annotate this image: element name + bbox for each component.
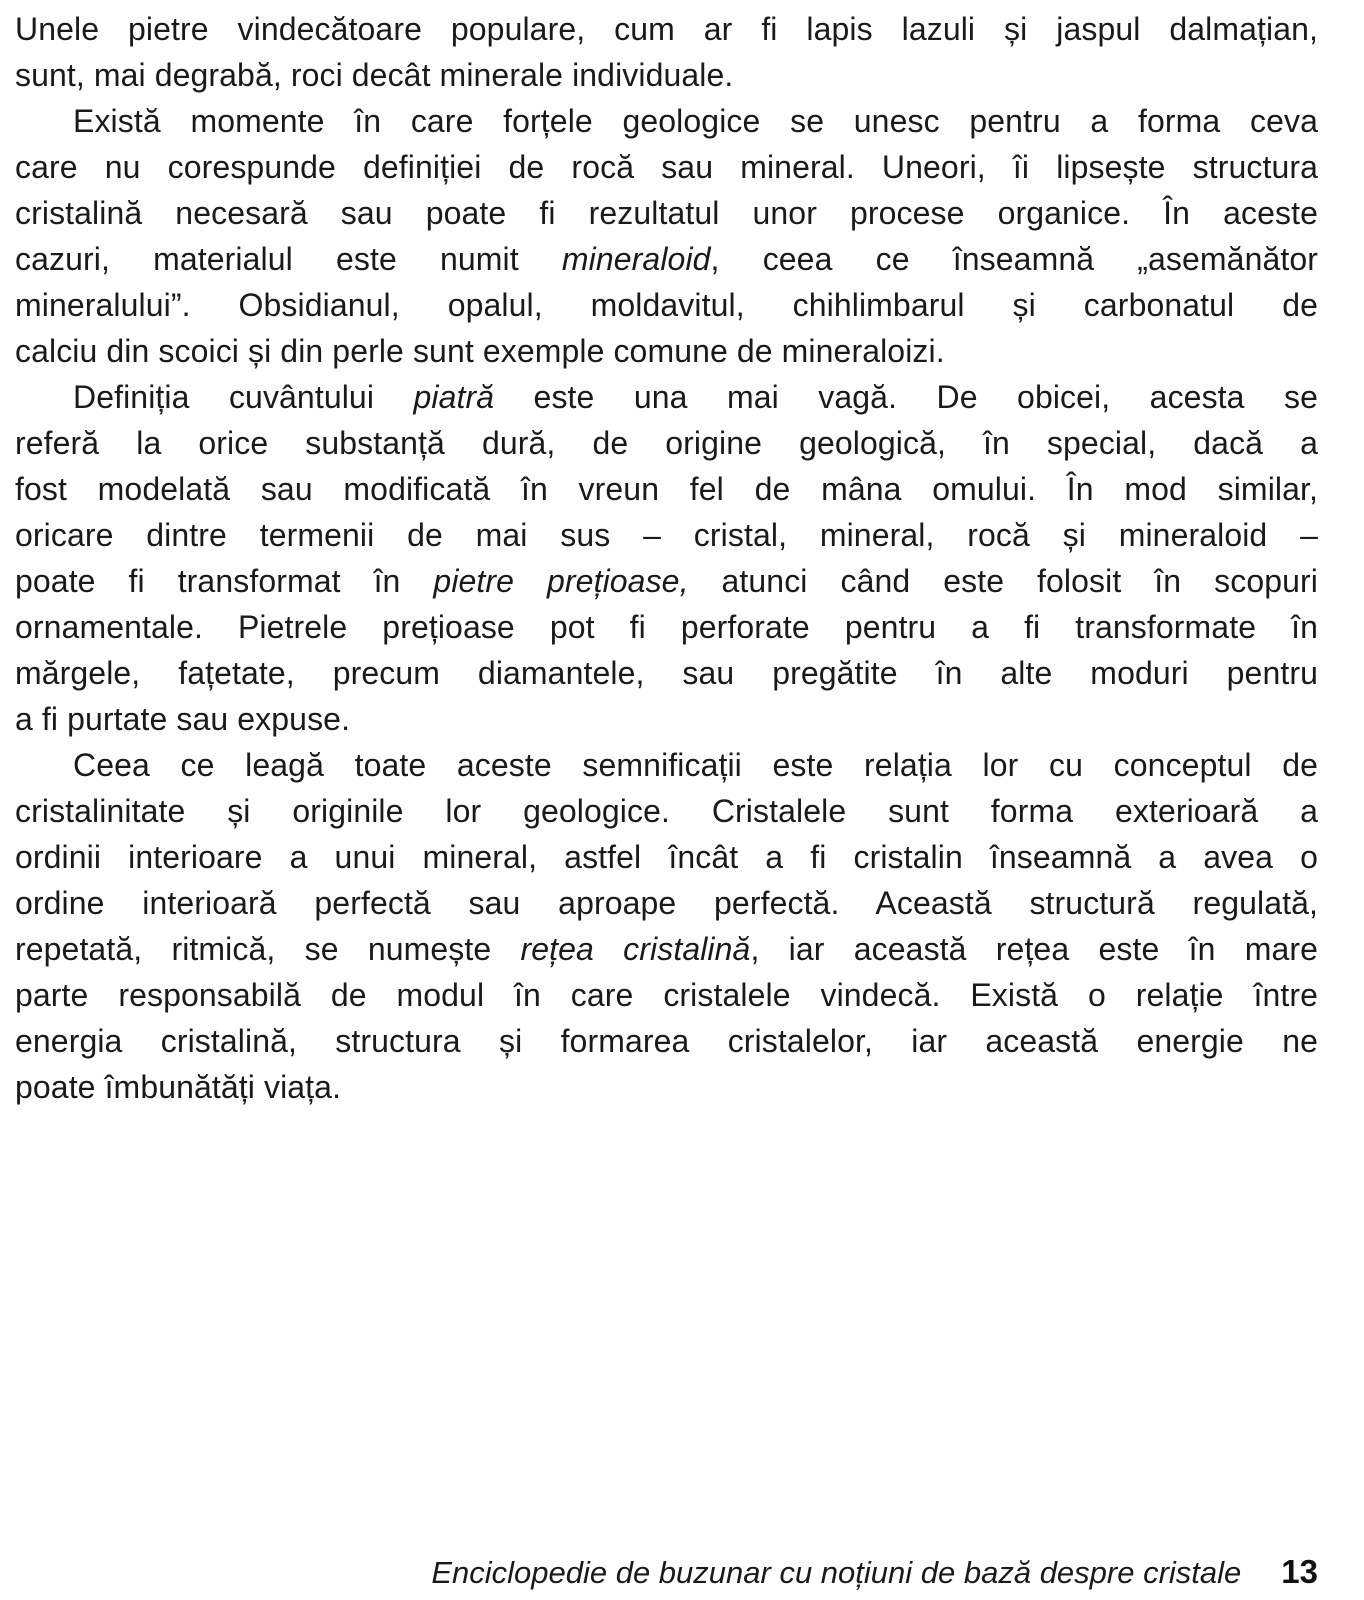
paragraph xyxy=(15,6,1318,98)
text-line xyxy=(15,558,1318,604)
text-run: ordinii interioare a unui mineral, astfel încât a fi cristalin înseamnă a avea o xyxy=(15,839,1318,875)
text-run: este una mai vagă. De obicei, acesta se xyxy=(494,379,1318,415)
italic-term: piatră xyxy=(413,379,495,415)
text-run: atunci când este folosit în scopuri xyxy=(688,563,1318,599)
text-line xyxy=(15,880,1318,926)
page-number: 13 xyxy=(1281,1553,1318,1590)
text-line xyxy=(15,696,1318,742)
text-run: calciu din scoici și din perle sunt exemple comune de mineraloizi. xyxy=(15,333,945,369)
text-line xyxy=(15,834,1318,880)
body-text xyxy=(15,6,1318,1110)
text-line xyxy=(15,512,1318,558)
text-line xyxy=(15,328,1318,374)
text-run: , ceea ce înseamnă „asemănător xyxy=(710,241,1318,277)
paragraph xyxy=(15,742,1318,1110)
text-line xyxy=(15,742,1318,788)
text-line xyxy=(15,6,1318,52)
text-line xyxy=(15,972,1318,1018)
text-run: ordine interioară perfectă sau aproape perfectă. Această structură regulată, xyxy=(15,885,1318,921)
text-line xyxy=(15,420,1318,466)
text-run: cristalină necesară sau poate fi rezultatul unor procese organice. În aceste xyxy=(15,195,1318,231)
text-run: poate fi transformat în xyxy=(15,563,434,599)
text-run: mărgele, fațetate, precum diamantele, sau pregătite în alte moduri pentru xyxy=(15,655,1318,691)
text-run: repetată, ritmică, se numește xyxy=(15,931,521,967)
text-line xyxy=(15,282,1318,328)
text-run: ornamentale. Pietrele prețioase pot fi perforate pentru a fi transformate în xyxy=(15,609,1318,645)
text-run: care nu corespunde definiției de rocă sau mineral. Uneori, îi lipsește structura xyxy=(15,149,1318,185)
italic-term: pietre prețioase, xyxy=(433,563,689,599)
text-run: fost modelată sau modificată în vreun fel de mâna omului. În mod similar, xyxy=(15,471,1318,507)
text-line xyxy=(15,236,1318,282)
text-run: Există momente în care forțele geologice se unesc pentru a forma ceva xyxy=(73,103,1318,139)
italic-term: rețea cristalină xyxy=(520,931,751,967)
text-line xyxy=(15,604,1318,650)
text-run: mineralului”. Obsidianul, opalul, moldavitul, chihlimbarul și carbonatul de xyxy=(15,287,1318,323)
text-line xyxy=(15,1018,1318,1064)
running-footer-title: Enciclopedie de buzunar cu noțiuni de bază despre cristale xyxy=(431,1555,1242,1590)
text-run: sunt, mai degrabă, roci decât minerale individuale. xyxy=(15,57,734,93)
text-run: a fi purtate sau expuse. xyxy=(15,701,351,737)
text-line xyxy=(15,374,1318,420)
text-line xyxy=(15,926,1318,972)
text-line xyxy=(15,52,1318,98)
text-line xyxy=(15,1064,1318,1110)
text-line xyxy=(15,650,1318,696)
text-run: , iar această rețea este în mare xyxy=(750,931,1318,967)
text-run: oricare dintre termenii de mai sus – cristal, mineral, rocă și mineraloid – xyxy=(15,517,1318,553)
italic-term: mineraloid xyxy=(561,241,711,277)
page-footer xyxy=(15,1549,1318,1595)
text-run: cazuri, materialul este numit xyxy=(15,241,562,277)
text-run: energia cristalină, structura și formarea cristalelor, iar această energie ne xyxy=(15,1023,1318,1059)
text-line xyxy=(15,190,1318,236)
paragraph xyxy=(15,374,1318,742)
text-run: parte responsabilă de modul în care cristalele vindecă. Există o relație între xyxy=(15,977,1318,1013)
text-run: poate îmbunătăți viața. xyxy=(15,1069,342,1105)
text-line xyxy=(15,788,1318,834)
text-run: cristalinitate și originile lor geologice. Cristalele sunt forma exterioară a xyxy=(15,793,1318,829)
text-run: Ceea ce leagă toate aceste semnificații este relația lor cu conceptul de xyxy=(73,747,1318,783)
text-run: referă la orice substanță dură, de origine geologică, în special, dacă a xyxy=(15,425,1318,461)
text-line xyxy=(15,144,1318,190)
paragraph xyxy=(15,98,1318,374)
text-run: Unele pietre vindecătoare populare, cum ar fi lapis lazuli și jaspul dalmațian, xyxy=(15,11,1318,47)
text-line xyxy=(15,98,1318,144)
text-run: Definiția cuvântului xyxy=(73,379,414,415)
text-line xyxy=(15,466,1318,512)
